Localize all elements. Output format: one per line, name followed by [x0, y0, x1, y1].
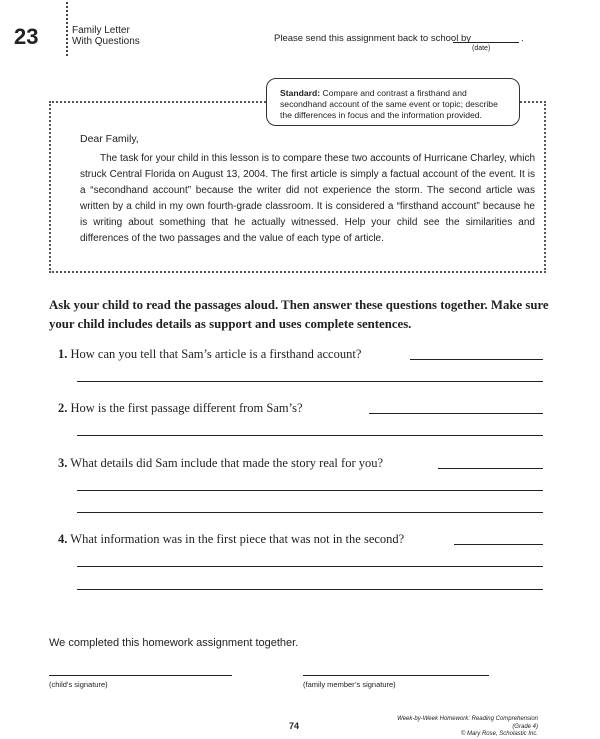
header-divider — [66, 2, 68, 56]
credit-line-2: © Mary Rose, Scholastic Inc. — [460, 731, 538, 737]
question-text: What details did Sam include that made the story real for you? — [70, 456, 384, 470]
standard-box — [266, 78, 520, 126]
answer-line[interactable] — [77, 512, 543, 513]
lesson-number: 23 — [14, 24, 39, 49]
lesson-title-line2: With Questions — [72, 36, 140, 47]
answer-line[interactable] — [410, 359, 543, 360]
answer-line[interactable] — [77, 566, 543, 567]
lesson-title — [72, 25, 140, 47]
question-text: How is the first passage different from Sam’s? — [70, 401, 303, 415]
question-number: 2. — [58, 401, 68, 415]
child-signature-line[interactable] — [49, 675, 232, 676]
child-signature-caption: (child’s signature) — [49, 680, 108, 689]
family-signature-line[interactable] — [303, 675, 489, 676]
answer-line[interactable] — [369, 413, 543, 414]
date-blank[interactable] — [453, 42, 519, 43]
letter-greeting: Dear Family, — [80, 133, 139, 145]
question-number: 1. — [58, 347, 68, 361]
send-back-text: Please send this assignment back to school by — [274, 33, 471, 44]
standard-text: Compare and contrast a firsthand and secondhand account of the same event or topic; describe the differences in focus and the information provided. — [280, 88, 498, 120]
lesson-title-line1: Family Letter — [72, 25, 130, 36]
standard-label: Standard: — [280, 88, 321, 98]
credit-line — [380, 716, 538, 739]
answer-line[interactable] — [438, 468, 543, 469]
answer-line[interactable] — [77, 490, 543, 491]
answer-line[interactable] — [77, 589, 543, 590]
completed-statement: We completed this homework assignment together. — [49, 637, 299, 649]
question-3 — [58, 456, 383, 471]
question-2 — [58, 401, 303, 416]
answer-line[interactable] — [77, 381, 543, 382]
question-number: 3. — [58, 456, 68, 470]
answer-line[interactable] — [77, 435, 543, 436]
question-text: What information was in the first piece that was not in the second? — [70, 532, 405, 546]
answer-line[interactable] — [454, 544, 543, 545]
instructions: Ask your child to read the passages aloud. Then answer these questions together. Make sure your child includes details as support and uses complete sentences. — [49, 298, 549, 331]
question-1 — [58, 347, 361, 362]
page-number: 74 — [289, 721, 300, 731]
question-number: 4. — [58, 532, 68, 546]
credit-line-1: Week-by-Week Homework: Reading Comprehension (Grade 4) — [397, 716, 538, 730]
question-text: How can you tell that Sam’s article is a firsthand account? — [70, 347, 362, 361]
question-4 — [58, 532, 404, 547]
letter-body: The task for your child in this lesson is to compare these two accounts of Hurricane Charley, which struck Central Florida on August 13, 2004. The first article is simply a factual account of the event. It is a “secondhand account” because the writer did not experience the storm. The second article was written by a child in my own fourth-grade classroom. It is considered a “firsthand account” because he is writing about something that he actually witnessed. Help your child see the similarities and differences of the two passages and the value of each type of article. — [80, 153, 536, 244]
send-back-period: . — [521, 33, 524, 44]
family-signature-caption: (family member’s signature) — [303, 680, 396, 689]
date-caption: (date) — [472, 45, 491, 52]
